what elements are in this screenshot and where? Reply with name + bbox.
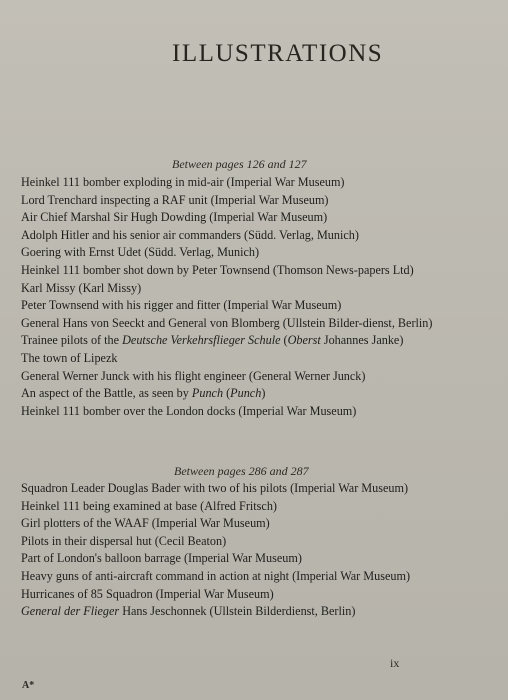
illustration-entry: Heinkel 111 being examined at base (Alfred Fritsch) [21, 498, 277, 513]
illustration-entry: Goering with Ernst Udet (Südd. Verlag, Munich) [21, 245, 260, 260]
illustration-entry: Lord Trenchard inspecting a RAF unit (Imperial War Museum) [21, 192, 329, 207]
illustration-entry: Girl plotters of the WAAF (Imperial War Museum) [21, 516, 270, 531]
illustration-entry: Heinkel 111 bomber exploding in mid-air (Imperial War Museum) [21, 175, 345, 189]
illustration-entry: Trainee pilots of the Deutsche Verkehrsflieger Schule (Oberst Johannes Janke) [21, 333, 404, 348]
signature-mark: A* [22, 680, 35, 691]
illustration-entry: Hurricanes of 85 Squadron (Imperial War Museum) [21, 586, 274, 601]
illustration-list-1 [21, 174, 461, 420]
section-heading-2: Between pages 286 and 287 [174, 464, 309, 478]
illustration-entry: Adolph Hitler and his senior air commanders (Südd. Verlag, Munich) [21, 227, 359, 242]
illustration-list-2 [21, 480, 461, 621]
illustration-entry: Karl Missy (Karl Missy) [21, 280, 142, 295]
illustration-entry: General Werner Junck with his flight engineer (General Werner Junck) [21, 368, 366, 383]
illustration-entry: Heinkel 111 bomber over the London docks (Imperial War Museum) [21, 403, 357, 418]
illustration-entry: Squadron Leader Douglas Bader with two of his pilots (Imperial War Museum) [21, 481, 409, 495]
illustration-entry: Part of London's balloon barrage (Imperial War Museum) [21, 551, 302, 566]
illustration-entry: The town of Lipezk [21, 350, 118, 365]
illustration-entry: General der Flieger Hans Jeschonnek (Ullstein Bilderdienst, Berlin) [21, 604, 356, 619]
section-heading-1: Between pages 126 and 127 [172, 157, 307, 171]
page-number: ix [390, 656, 400, 670]
page-title: ILLUSTRATIONS [172, 40, 384, 67]
illustration-entry: Heinkel 111 bomber shot down by Peter Townsend (Thomson News-papers Ltd) [21, 262, 414, 277]
illustration-entry: Pilots in their dispersal hut (Cecil Beaton) [21, 533, 227, 548]
illustration-entry: Heavy guns of anti-aircraft command in action at night (Imperial War Museum) [21, 568, 411, 583]
illustration-entry: Air Chief Marshal Sir Hugh Dowding (Imperial War Museum) [21, 210, 328, 225]
illustration-entry: An aspect of the Battle, as seen by Punch (Punch) [21, 386, 266, 401]
illustration-entry: General Hans von Seeckt and General von Blomberg (Ullstein Bilder-dienst, Berlin) [21, 315, 433, 330]
illustration-entry: Peter Townsend with his rigger and fitter (Imperial War Museum) [21, 298, 342, 313]
